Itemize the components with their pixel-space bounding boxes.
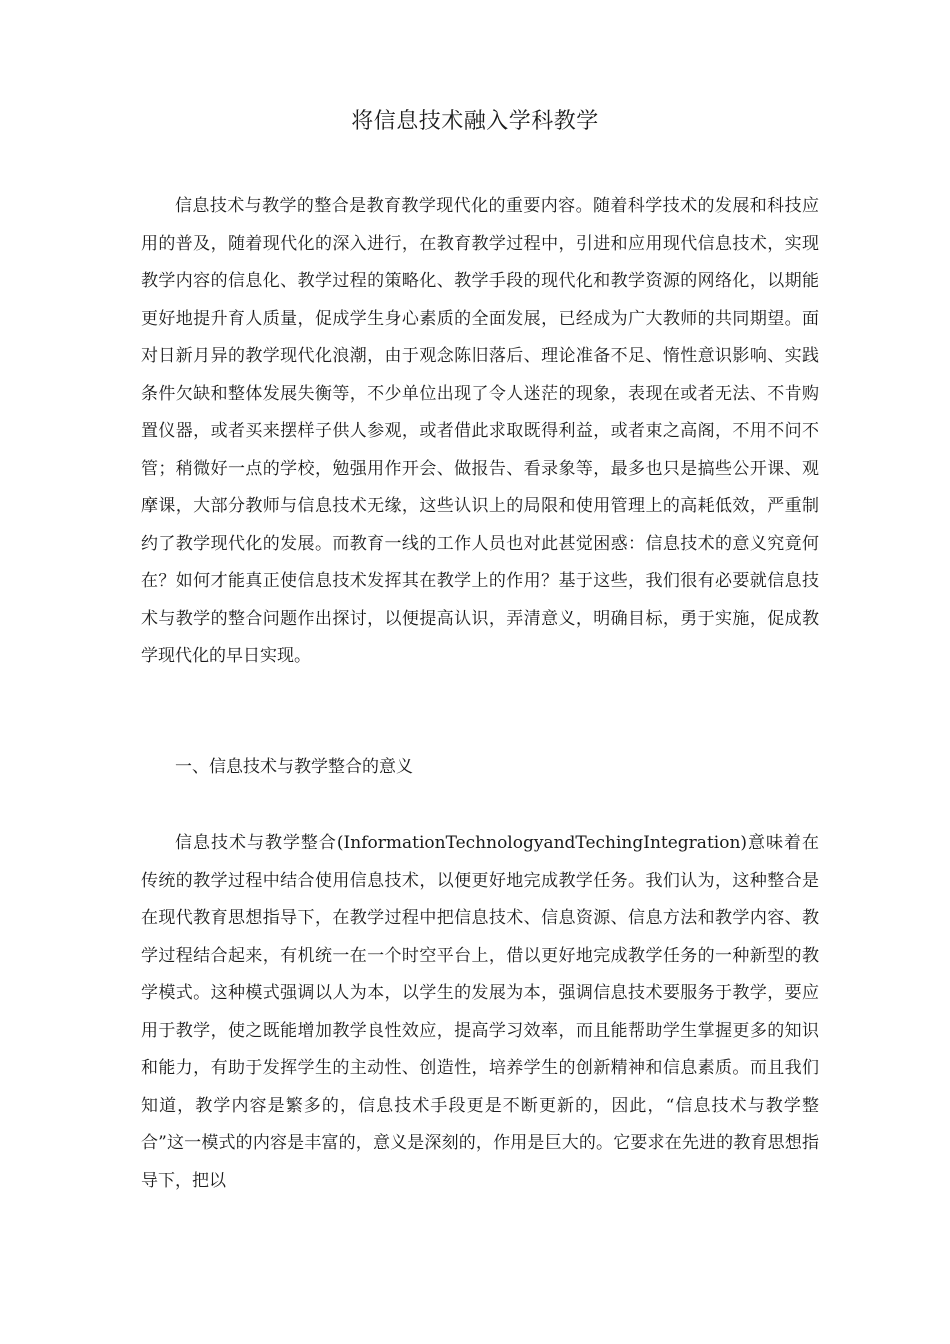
- section-heading: 一、信息技术与教学整合的意义: [175, 757, 413, 777]
- body-paragraph: 信息技术与教学的整合是教育教学现代化的重要内容。随着科学技术的发展和科技应用的普及，随着现代化的深入进行，在教育教学过程中，引进和应用现代信息技术，实现教学内容的信息化、教学过程的策略化、教学手段的现代化和教学资源的网络化，以期能更好地提升育人质量，促成学生身心素质的全面发展，已经成为广大教师的共同期望。面对日新月异的教学现代化浪潮，由于观念陈旧落后、理论准备不足、惰性意识影响、实践条件欠缺和整体发展失衡等，不少单位出现了令人迷茫的现象，表现在或者无法、不肯购置仪器，或者买来摆样子供人参观，或者借此求取既得利益，或者束之高阁，不用不问不管；稍微好一点的学校，勉强用作开会、做报告、看录象等，最多也只是搞些公开课、观摩课，大部分教师与信息技术无缘，这些认识上的局限和使用管理上的高耗低效，严重制约了教学现代化的发展。而教育一线的工作人员也对此甚觉困惑：信息技术的意义究竟何在？如何才能真正使信息技术发挥其在教学上的作用？基于这些，我们很有必要就信息技术与教学的整合问题作出探讨，以便提高认识，弄清意义，明确目标，勇于实施，促成教学现代化的早日实现。: [141, 196, 819, 666]
- body-paragraph: 信息技术与教学整合(InformationTechnologyandTechingIntegration)意味着在传统的教学过程中结合使用信息技术，以便更好地完成教学任务。我们认为，这种整合是在现代教育思想指导下，在教学过程中把信息技术、信息资源、信息方法和教学内容、教学过程结合起来，有机统一在一个时空平台上，借以更好地完成教学任务的一种新型的教学模式。这种模式强调以人为本，以学生的发展为本，强调信息技术要服务于教学，要应用于教学，使之既能增加教学良性效应，提高学习效率，而且能帮助学生掌握更多的知识和能力，有助于发挥学生的主动性、创造性，培养学生的创新精神和信息素质。而且我们知道，教学内容是繁多的，信息技术手段更是不断更新的，因此，“信息技术与教学整合”这一模式的内容是丰富的，意义是深刻的，作用是巨大的。它要求在先进的教育思想指导下，把以: [141, 833, 819, 1191]
- document-title: 将信息技术融入学科教学: [351, 109, 599, 134]
